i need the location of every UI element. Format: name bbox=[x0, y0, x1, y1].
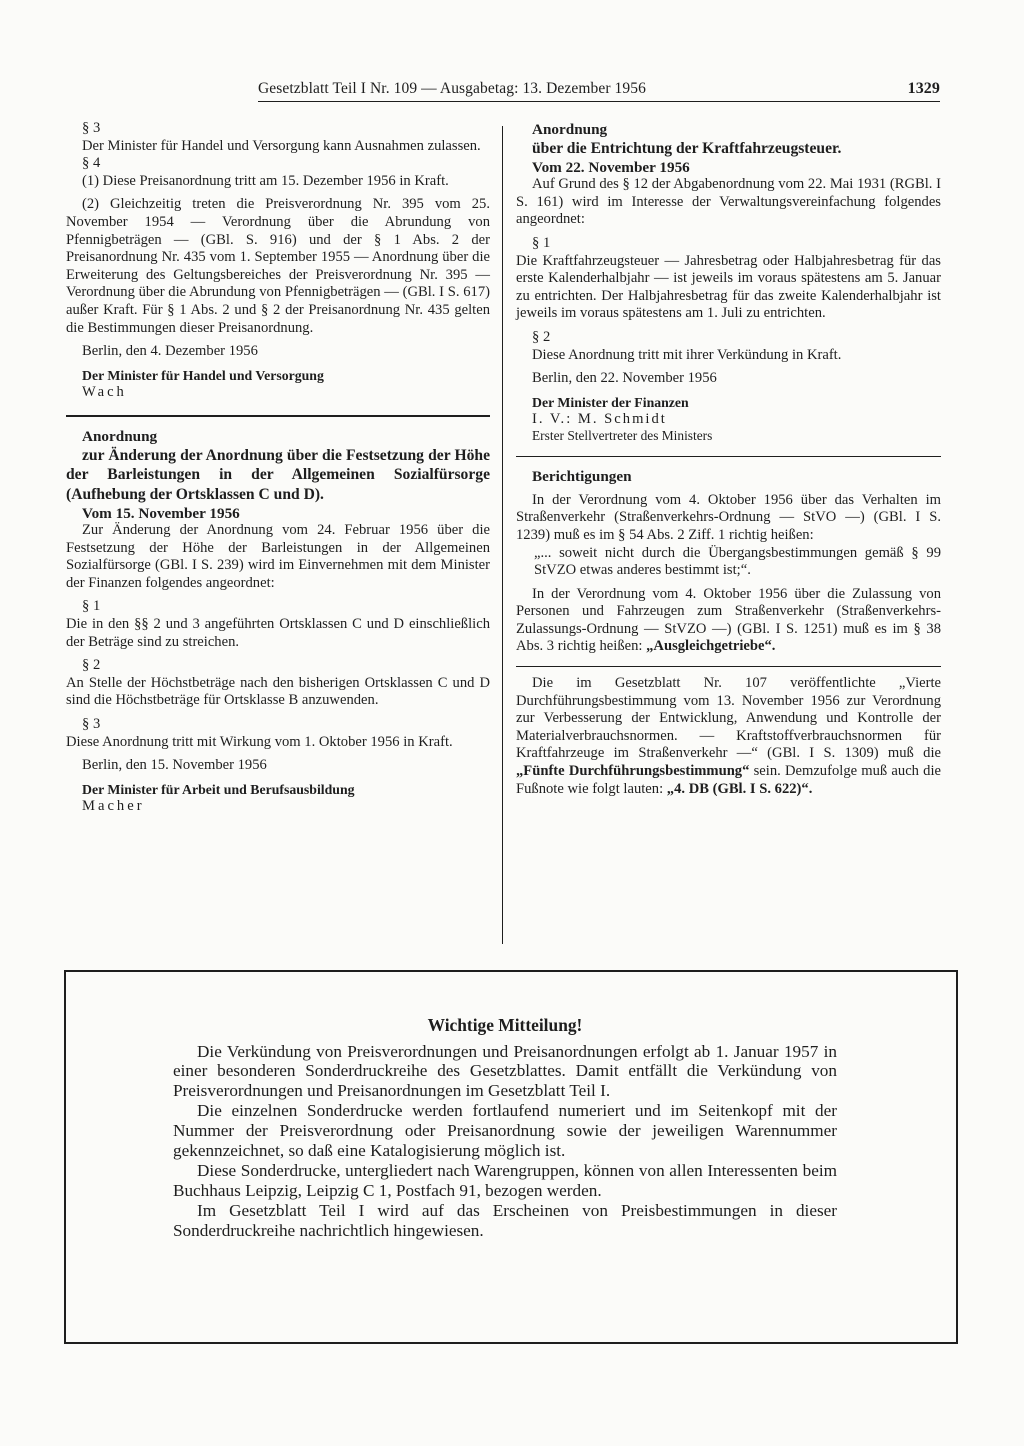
place-date: Berlin, den 22. November 1956 bbox=[532, 370, 717, 387]
paragraph: In der Verordnung vom 4. Oktober 1956 über das Verhalten im Straßenverkehr (Straßenverkehrs-Ordnung — StVO —) (GBl. I S. 1239) muß es im § 54 Abs. 2 Ziff. 1 richtig heißen: bbox=[516, 491, 941, 543]
paragraph bbox=[516, 675, 941, 798]
signer-name: Macher bbox=[82, 797, 145, 814]
notice-paragraph: Die einzelnen Sonderdrucke werden fortlaufend numeriert und im Seitenkopf mit der Nummer der Preisverordnung oder Preisanordnung sowie der jeweiligen Warennummer gekennzeichnet, so daß eine Katalogisierung möglich ist. bbox=[173, 1101, 837, 1160]
text-span: sein. Demzufolge muß auch die Fußnote wie folgt lauten: bbox=[516, 763, 941, 797]
section-rule bbox=[66, 415, 490, 417]
paragraph: An Stelle der Höchstbeträge nach den bisherigen Ortsklassen C und D sind die Höchstbeträge für Ortsklasse B anzuwenden. bbox=[66, 674, 490, 709]
section-rule bbox=[516, 666, 941, 667]
corrections-title: Berichtigungen bbox=[532, 467, 632, 485]
place-date: Berlin, den 15. November 1956 bbox=[82, 757, 267, 774]
signer-role: Erster Stellvertreter des Ministers bbox=[532, 427, 713, 443]
paragraph: (1) Diese Preisanordnung tritt am 15. Dezember 1956 in Kraft. bbox=[82, 172, 449, 189]
bold-quote: „Fünfte Durchführungsbestimmung“ bbox=[516, 763, 750, 780]
paragraph: Zur Änderung der Anordnung vom 24. Februar 1956 über die Festsetzung der Höhe der Barleistungen in der Allgemeinen Sozialfürsorge (GBl. I S. 239) wird im Einvernehmen mit dem Minister der Finanzen folgendes angeordnet: bbox=[66, 522, 490, 591]
section-heading: § 4 bbox=[82, 155, 101, 172]
section-rule bbox=[516, 456, 941, 457]
paragraph: Diese Anordnung tritt mit ihrer Verkündung in Kraft. bbox=[532, 346, 842, 363]
section-heading: § 2 bbox=[82, 657, 101, 674]
ordinance-subtitle: zur Änderung der Anordnung über die Festsetzung der Höhe der Barleistungen in der Allgemeinen Sozialfürsorge (Aufhebung der Ortsklassen C und D). bbox=[66, 446, 490, 503]
text-span: In der Verordnung vom 4. Oktober 1956 über die Zulassung von Personen und Fahrzeugen zum Straßenverkehr (Straßenverkehrs-Zulassungs-Ordnung — StVZO —) (GBl. I S. 1251) muß es im § 38 Abs. 3 richtig heißen: bbox=[516, 585, 941, 655]
place-date: Berlin, den 4. Dezember 1956 bbox=[82, 343, 258, 360]
running-title: Gesetzblatt Teil I Nr. 109 — Ausgabetag: 13. Dezember 1956 bbox=[258, 80, 646, 97]
section-heading: § 3 bbox=[82, 120, 101, 136]
paragraph: Diese Anordnung tritt mit Wirkung vom 1. Oktober 1956 in Kraft. bbox=[66, 733, 453, 750]
section-heading: § 3 bbox=[82, 716, 101, 733]
ordinance-date: Vom 15. November 1956 bbox=[82, 504, 240, 522]
signer-name: Wach bbox=[82, 383, 127, 400]
left-column bbox=[66, 120, 490, 815]
column-divider bbox=[502, 126, 503, 944]
section-heading: § 2 bbox=[532, 328, 551, 345]
bold-quote: „Ausgleichgetriebe“. bbox=[646, 638, 776, 655]
bold-quote: „4. DB (GBl. I S. 622)“. bbox=[666, 780, 813, 797]
paragraph: (2) Gleichzeitig treten die Preisverordnung Nr. 395 vom 25. November 1954 — Verordnung über die Abrundung von Pfennigbeträgen — (GBl. S. 916) und der § 1 Abs. 2 der Preisanordnung Nr. 435 vom 1. September 1955 — Anordnung über die Erweiterung des Geltungsbereiches der Preisverordnung Nr. 395 — Verordnung über die Abrundung von Pfennigbeträgen — (GBl. I S. 617) außer Kraft. Für § 1 Abs. 2 und § 2 der Preisanordnung Nr. 435 gelten die Bestimmungen dieser Preisanordnung. bbox=[66, 196, 490, 336]
signer-title: Der Minister für Arbeit und Berufsausbildung bbox=[82, 781, 355, 797]
notice-title: Wichtige Mitteilung! bbox=[427, 1015, 583, 1035]
notice-content bbox=[173, 1016, 837, 1241]
paragraph: Auf Grund des § 12 der Abgabenordnung vom 22. Mai 1931 (RGBl. I S. 161) wird im Interesse der Verwaltungsvereinfachung folgendes angeordnet: bbox=[516, 176, 941, 228]
signer-name: I. V.: M. Schmidt bbox=[532, 410, 667, 427]
notice-paragraph: Diese Sonderdrucke, untergliedert nach Warengruppen, können von allen Interessenten beim Buchhaus Leipzig, Leipzig C 1, Postfach 91, bezogen werden. bbox=[173, 1161, 837, 1200]
signer-title: Der Minister für Handel und Versorgung bbox=[82, 367, 324, 383]
quote: „... soweit nicht durch die Übergangsbestimmungen gemäß § 99 StVZO etwas anderes bestimmt ist;“. bbox=[534, 544, 941, 579]
section-heading: § 1 bbox=[532, 234, 551, 251]
ordinance-title: Anordnung bbox=[532, 121, 608, 138]
ordinance-date: Vom 22. November 1956 bbox=[532, 158, 690, 176]
signer-title: Der Minister der Finanzen bbox=[532, 394, 689, 410]
paragraph: Der Minister für Handel und Versorgung kann Ausnahmen zulassen. bbox=[82, 137, 481, 154]
right-column bbox=[516, 120, 941, 798]
paragraph: Die in den §§ 2 und 3 angeführten Ortsklassen C und D einschließlich der Beträge sind zu streichen. bbox=[66, 616, 490, 650]
header-rule bbox=[258, 101, 940, 102]
notice-paragraph: Die Verkündung von Preisverordnungen und Preisanordnungen erfolgt ab 1. Januar 1957 in einer besonderen Sonderdruckreihe des Gesetzblattes. Damit entfällt die Verkündung von Preisverordnungen und Preisanordnungen im Gesetzblatt Teil I. bbox=[173, 1041, 837, 1100]
ordinance-subtitle: über die Entrichtung der Kraftfahrzeugsteuer. bbox=[532, 140, 842, 157]
notice-box bbox=[64, 970, 958, 1344]
notice-paragraph: Im Gesetzblatt Teil I wird auf das Erscheinen von Preisbestimmungen in dieser Sonderdruckreihe nachrichtlich hingewiesen. bbox=[173, 1201, 837, 1240]
paragraph: Die Kraftfahrzeugsteuer — Jahresbetrag oder Halbjahresbetrag für das erste Kalenderhalbjahr — ist jeweils im voraus spätestens am 5. Januar zu entrichten. Der Halbjahresbetrag für das zweite Kalenderhalbjahr ist jeweils im voraus spätestens am 1. Juli zu entrichten. bbox=[516, 252, 941, 322]
text-span: Die im Gesetzblatt Nr. 107 veröffentlichte „Vierte Durchführungsbestimmung vom 13. November 1956 zur Verordnung zur Verbesserung der Entwicklung, Anwendung und Kontrolle der Materialverbrauchsnormen. — Kraftstoffverbrauchsnormen für Kraftfahrzeuge im Straßenverkehr —“ (GBl. I S. 1309) muß die bbox=[516, 675, 941, 762]
page-number: 1329 bbox=[907, 80, 940, 97]
section-heading: § 1 bbox=[82, 598, 101, 615]
paragraph bbox=[516, 586, 941, 656]
running-header bbox=[258, 80, 940, 98]
ordinance-title: Anordnung bbox=[82, 427, 158, 445]
